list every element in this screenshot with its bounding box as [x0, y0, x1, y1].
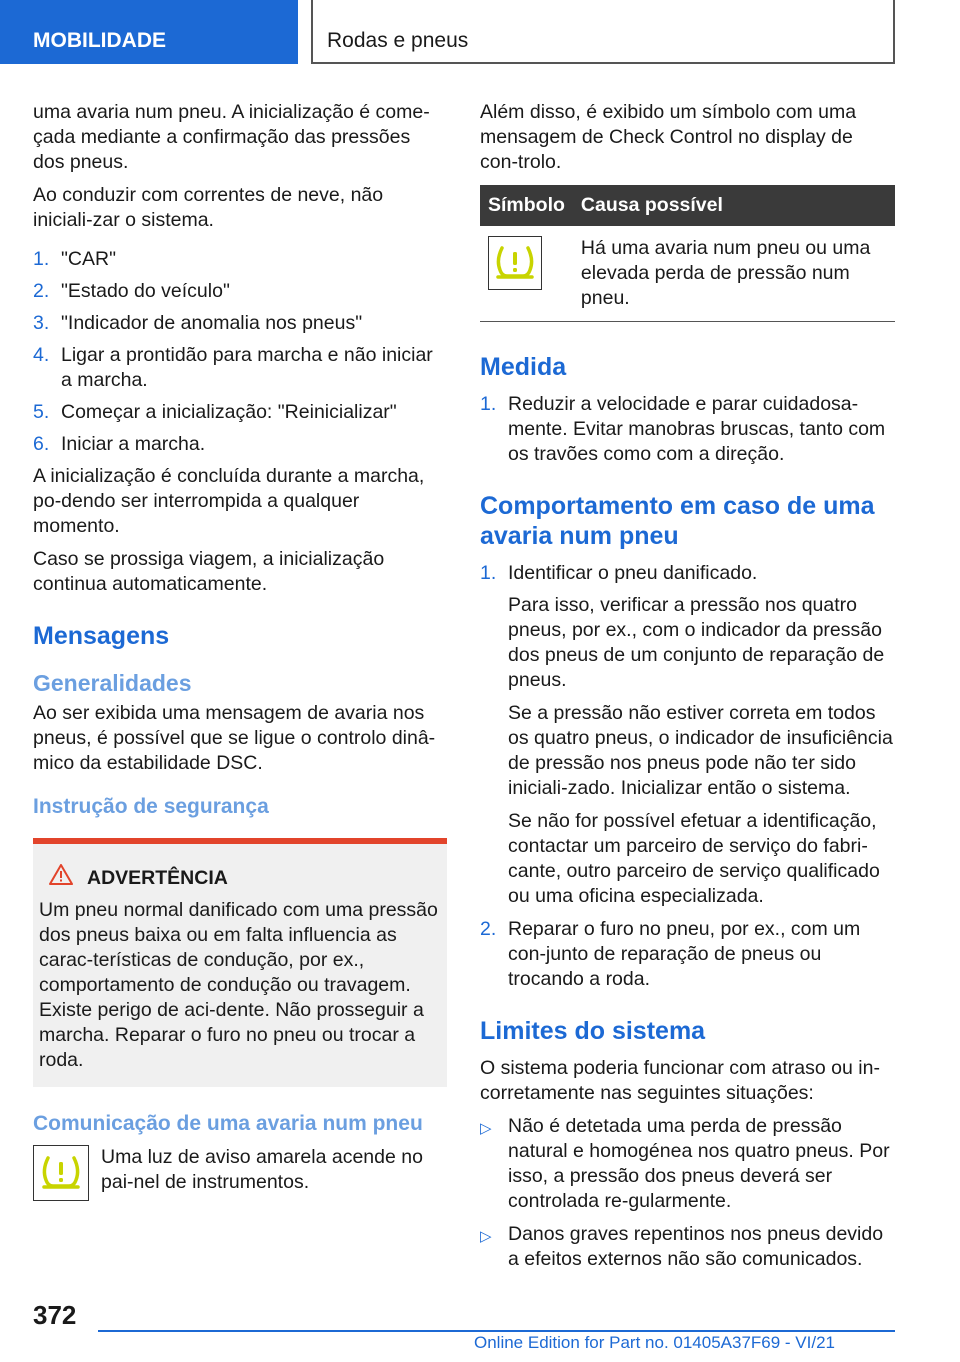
step-text: Ligar a prontidão para marcha e não iniciar a marcha. — [61, 344, 433, 391]
step-number: 6. — [33, 433, 50, 455]
table-header-row — [480, 185, 895, 226]
list-item — [33, 311, 447, 336]
table-cell-cause: Há uma avaria num pneu ou uma elevada perda de pressão num pneu. — [573, 226, 895, 322]
list-item — [480, 392, 895, 467]
step-text: Iniciar a marcha. — [61, 433, 206, 455]
paragraph: uma avaria num pneu. A inicialização é come-çada mediante a confirmação das pressões dos pneus. — [33, 101, 430, 173]
heading-comportamento: Comportamento em caso de uma avaria num pneu — [480, 492, 875, 550]
list-item — [480, 561, 895, 586]
step-number: 4. — [33, 344, 50, 366]
left-column — [33, 100, 447, 1201]
warning-lamp-text: Uma luz de aviso amarela acende no pai-nel de instrumentos. — [101, 1146, 423, 1193]
list-item — [33, 343, 447, 393]
paragraph: Ao conduzir com correntes de neve, não iniciali-zar o sistema. — [33, 184, 384, 231]
bullet-text: Danos graves repentinos nos pneus devido a efeitos externos não são comunicados. — [508, 1223, 884, 1270]
right-column — [480, 100, 895, 1280]
paragraph: O sistema poderia funcionar com atraso ou in-corretamente nas seguintes situações: — [480, 1057, 880, 1104]
bullet-item — [480, 1222, 895, 1272]
step-number: 2. — [480, 918, 497, 940]
tire-pressure-warning-icon — [488, 236, 542, 290]
step-text: "Indicador de anomalia nos pneus" — [61, 312, 363, 334]
header-section-tab: MOBILIDADE — [0, 0, 298, 64]
header-chapter-title: Rodas e pneus — [311, 0, 895, 64]
warning-title-row — [49, 864, 441, 892]
list-item — [33, 432, 447, 457]
step-text: "CAR" — [61, 248, 117, 270]
list-item — [33, 247, 447, 272]
step-detail: Se não for possível efetuar a identificação, contactar um parceiro de serviço do fabri-cante, outro parceiro de serviço qualificado ou uma oficina especializada. — [508, 810, 880, 907]
step-number: 3. — [33, 312, 50, 334]
triangle-bullet-icon: ▷ — [480, 1120, 492, 1137]
footer-divider — [98, 1330, 895, 1332]
list-item — [33, 279, 447, 304]
heading-instrucao-seguranca: Instrução de segurança — [33, 795, 269, 818]
table-cell-symbol — [480, 226, 573, 322]
step-text: Começar a inicialização: "Reinicializar" — [61, 401, 397, 423]
tire-pressure-warning-icon — [33, 1145, 89, 1201]
bullet-item — [480, 1114, 895, 1214]
step-detail: Se a pressão não estiver correta em todos os quatro pneus, o indicador de insuficiência de pressão nos pneus pode não ter sido iniciali-zado. Inicializar então o sistema. — [508, 702, 893, 799]
heading-medida: Medida — [480, 353, 567, 381]
step-detail: Para isso, verificar a pressão nos quatro pneus, por ex., com o indicador da pressão dos pneus de um conjunto de reparação de pneus. — [508, 594, 885, 691]
step-text: "Estado do veículo" — [61, 280, 230, 302]
warning-title: ADVERTÊNCIA — [87, 866, 228, 889]
warning-text: Um pneu normal danificado com uma pressão dos pneus baixa ou em falta influencia as carac-terísticas de condução, por ex., comportamento de condução ou travagem. Existe perigo de aci-dente. Não prosseguir a marcha. Reparar o furo no pneu ou trocar a roda. — [39, 899, 438, 1071]
step-text: Reparar o furo no pneu, por ex., com um con-junto de reparação de pneus ou trocando a roda. — [508, 918, 861, 990]
step-number: 2. — [33, 280, 50, 302]
warning-triangle-icon — [49, 864, 73, 892]
paragraph: Caso se prossiga viagem, a inicialização continua automaticamente. — [33, 548, 385, 595]
paragraph: Ao ser exibida uma mensagem de avaria nos pneus, é possível que se ligue o controlo dinâ-mico da estabilidade DSC. — [33, 702, 436, 774]
table-header-cause: Causa possível — [573, 185, 895, 226]
heading-generalidades: Generalidades — [33, 670, 192, 696]
step-number: 1. — [33, 248, 50, 270]
footer-edition: Online Edition for Part no. 01405A37F69 - VI/21 — [474, 1333, 836, 1352]
step-text: Reduzir a velocidade e parar cuidadosa-mente. Evitar manobras bruscas, tanto com os travões como com a direção. — [508, 393, 886, 465]
warning-lamp-row — [33, 1145, 447, 1201]
paragraph: A inicialização é concluída durante a marcha, po-dendo ser interrompida a qualquer momento. — [33, 465, 425, 537]
warning-box — [33, 838, 447, 1087]
list-item — [480, 917, 895, 992]
init-steps-list — [33, 247, 447, 457]
step-number: 5. — [33, 401, 50, 423]
table-row — [480, 226, 895, 322]
table-header-symbol: Símbolo — [480, 185, 573, 226]
step-text: Identificar o pneu danificado. — [508, 562, 758, 584]
triangle-bullet-icon: ▷ — [480, 1228, 492, 1245]
step-number: 1. — [480, 393, 497, 415]
step-number: 1. — [480, 562, 497, 584]
paragraph: Além disso, é exibido um símbolo com uma mensagem de Check Control no display de con-trolo. — [480, 101, 857, 173]
heading-comunicacao-avaria: Comunicação de uma avaria num pneu — [33, 1112, 423, 1135]
list-item — [33, 400, 447, 425]
bullet-text: Não é detetada uma perda de pressão natural e homogénea nos quatro pneus. Por isso, a pressão dos pneus deverá ser controlada re-gularmente. — [508, 1115, 890, 1212]
heading-mensagens: Mensagens — [33, 622, 170, 650]
page-number: 372 — [33, 1300, 77, 1330]
symbol-table — [480, 185, 895, 322]
heading-limites: Limites do sistema — [480, 1017, 706, 1045]
